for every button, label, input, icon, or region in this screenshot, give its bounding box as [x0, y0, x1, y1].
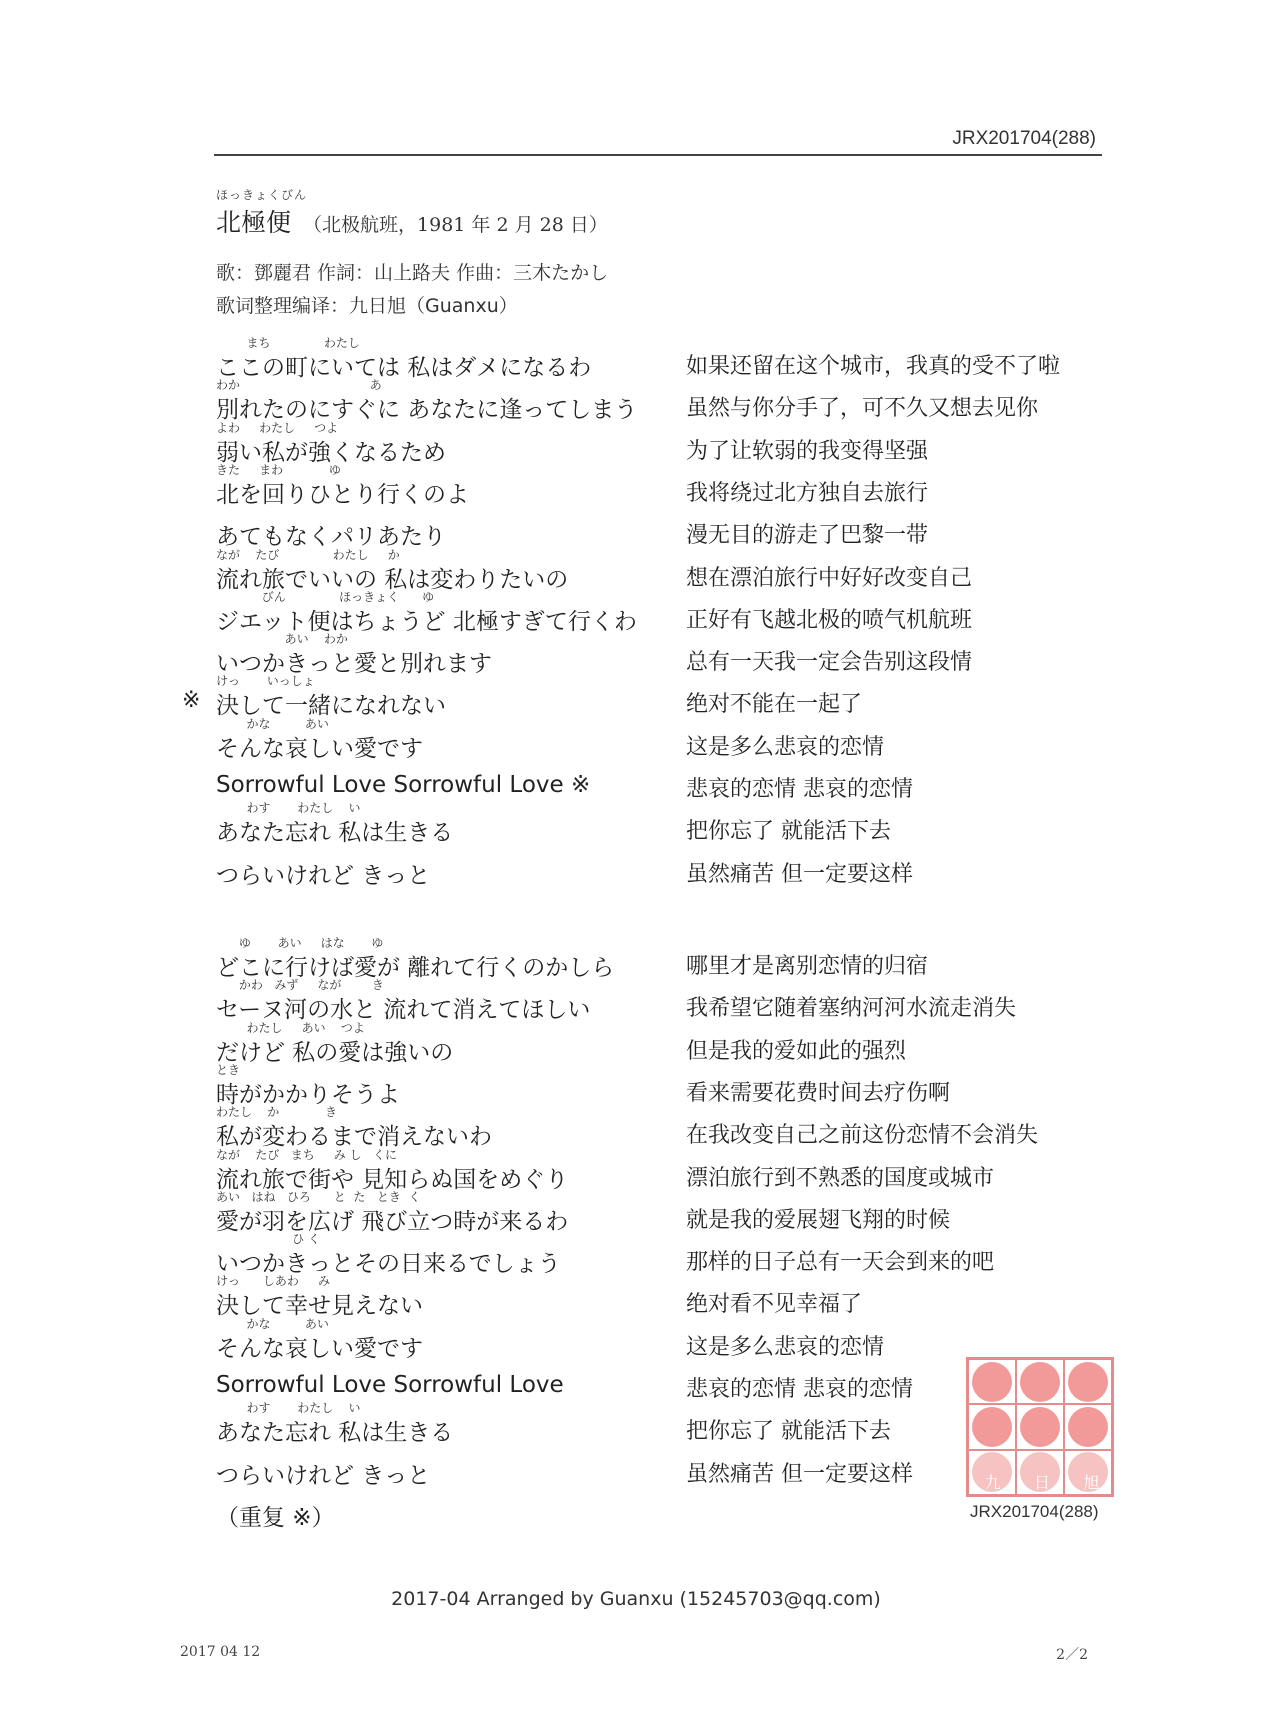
lyric-japanese: 決して一緒になれない — [216, 693, 446, 720]
furigana: あい わか — [216, 632, 348, 647]
seal-char: 旭 — [1083, 1473, 1100, 1492]
lyric-chinese: 虽然痛苦 但一定要这样 — [686, 861, 913, 887]
lyric-japanese: 流れ旅でいいの 私は変わりたいの — [216, 566, 569, 593]
lyric-chinese: 绝对不能在一起了 — [686, 692, 863, 718]
lyric-japanese: 時がかかりそうよ — [216, 1081, 400, 1108]
seal-char: 日 — [1033, 1473, 1050, 1492]
furigana: びん ほっきょく ゆ — [216, 589, 435, 604]
page-number: 2／2 — [1056, 1647, 1088, 1663]
lyric-japanese: どこに行けば愛が 離れて行くのかしら — [216, 955, 615, 981]
furigana: よわ わたし つよ — [216, 420, 339, 435]
furigana: わか あ — [216, 378, 382, 393]
lyric-row — [0, 716, 1272, 769]
lyric-chinese: 但是我的爱如此的强烈 — [686, 1038, 907, 1064]
lyric-japanese: あなた忘れ 私は生きる — [216, 1420, 454, 1447]
lyric-row — [0, 336, 1272, 388]
lyric-japanese: 北を回りひとり行くのよ — [216, 481, 469, 508]
lyric-chinese: 把你忘了 就能活下去 — [686, 819, 891, 845]
lyric-chinese: 虽然与你分手了，可不久又想去见你 — [686, 396, 1039, 422]
lyric-chinese: 看来需要花费时间去疗伤啊 — [686, 1080, 951, 1106]
furigana: けっ しあわ み — [216, 1274, 330, 1289]
lyric-chinese: 哪里才是离别恋情的归宿 — [686, 954, 929, 979]
lyric-row — [0, 769, 1272, 811]
lyric-chinese: 正好有飞越北极的喷气机航班 — [686, 607, 973, 633]
furigana: なが たび わたし か — [216, 547, 400, 562]
lyric-chinese: 总有一天我一定会告别这段情 — [686, 650, 973, 676]
lyric-row — [0, 589, 1272, 642]
footer-credit: 2017-04 Arranged by Guanxu (15245703@qq.com) — [391, 1588, 881, 1610]
title-block — [216, 186, 608, 239]
lyric-chinese: 那样的日子总有一天会到来的吧 — [686, 1250, 995, 1276]
lyric-japanese: そんな哀しい愛です — [216, 735, 423, 762]
lyric-row — [0, 936, 1272, 988]
lyric-chinese: 在我改变自己之前这份恋情不会消失 — [686, 1123, 1039, 1149]
lyric-chinese: 如果还留在这个城市，我真的受不了啦 — [686, 354, 1061, 379]
lyric-chinese: 悲哀的恋情 悲哀的恋情 — [686, 777, 913, 802]
credits-line-1: 歌：鄧麗君 作詞：山上路夫 作曲：三木たかし — [216, 262, 609, 284]
title-line — [216, 203, 608, 239]
lyric-japanese: あなた忘れ 私は生きる — [216, 820, 454, 847]
lyric-japanese: （重复 ※） — [216, 1504, 335, 1531]
lyric-row — [0, 1147, 1272, 1200]
lyric-row — [0, 378, 1272, 430]
lyric-row — [0, 1189, 1272, 1242]
lyric-chinese: 我希望它随着塞纳河河水流走消失 — [686, 996, 1017, 1022]
lyric-chinese: 绝对看不见幸福了 — [686, 1292, 863, 1318]
lyric-row — [0, 547, 1272, 600]
lyric-japanese: 別れたのにすぐに あなたに逢ってしまう — [216, 397, 638, 424]
lyric-row — [0, 1105, 1272, 1157]
lyric-japanese: 流れ旅で街や 見知らぬ国をめぐり — [216, 1166, 569, 1193]
lyric-row — [0, 1062, 1272, 1115]
lyric-row — [0, 674, 1272, 726]
furigana: まち わたし — [216, 336, 360, 350]
seal-chars — [968, 1470, 1116, 1493]
lyric-row — [0, 1020, 1272, 1073]
credits-line-2: 歌词整理编译：九日旭（Guanxu） — [216, 295, 518, 317]
lyric-japanese: だけど 私の愛は強いの — [216, 1039, 454, 1066]
lyric-row — [0, 978, 1272, 1030]
furigana: わす わたし い — [216, 1401, 361, 1416]
lyric-japanese: Sorrowful Love Sorrowful Love ※ — [216, 772, 591, 798]
lyric-chinese: 就是我的爱展翅飞翔的时候 — [686, 1207, 951, 1233]
song-subtitle: （北极航班，1981 年 2 月 28 日） — [303, 214, 608, 236]
lyric-row — [0, 801, 1272, 853]
furigana: かわ みず なが き — [216, 978, 384, 993]
lyric-japanese: 愛が羽を広げ 飛び立つ時が来るわ — [216, 1208, 569, 1235]
furigana: あい はね ひろ と た とき く — [216, 1189, 421, 1204]
lyric-japanese: 弱い私が強くなるため — [216, 439, 446, 466]
lyric-chinese: 这是多么悲哀的恋情 — [686, 734, 885, 760]
furigana: かな あい — [216, 1316, 329, 1331]
lyric-japanese: セーヌ河の水と 流れて消えてほしい — [216, 997, 591, 1024]
furigana: ゆ あい はな ゆ — [216, 936, 384, 950]
lyric-japanese: Sorrowful Love Sorrowful Love — [216, 1372, 564, 1398]
lyric-row — [0, 1274, 1272, 1326]
lyric-chinese: 这是多么悲哀的恋情 — [686, 1334, 885, 1360]
lyric-japanese: つらいけれど きっと — [216, 1462, 431, 1489]
lyric-row — [0, 1232, 1272, 1284]
title-ruby: ほっきょくびん — [216, 188, 308, 202]
lyric-chinese: 虽然痛苦 但一定要这样 — [686, 1461, 913, 1487]
header-rule — [214, 154, 1102, 156]
lyric-japanese: あてもなくパリあたり — [216, 524, 446, 551]
lyric-chinese: 漫无目的游走了巴黎一带 — [686, 523, 929, 549]
lyric-japanese: ジエット便はちょうど 北極すぎて行くわ — [216, 608, 637, 635]
seal-code: JRX201704(288) — [970, 1502, 1099, 1521]
lyric-chinese: 想在漂泊旅行中好好改变自己 — [686, 565, 973, 591]
header-code: JRX201704(288) — [952, 128, 1096, 149]
furigana: なが たび まち み し くに — [216, 1147, 398, 1162]
repeat-marker: ※ — [182, 688, 201, 714]
page-date: 2017 04 12 — [180, 1644, 261, 1660]
furigana: かな あい — [216, 716, 329, 731]
furigana: とき — [216, 1062, 241, 1077]
lyric-japanese: いつかきっと愛と別れます — [216, 651, 492, 678]
lyric-japanese: つらいけれど きっと — [216, 862, 431, 889]
lyric-japanese: そんな哀しい愛です — [216, 1335, 423, 1362]
lyric-japanese: いつかきっとその日来るでしょう — [216, 1251, 561, 1278]
lyric-chinese: 漂泊旅行到不熟悉的国度或城市 — [686, 1165, 995, 1191]
furigana: わたし か き — [216, 1105, 338, 1120]
lyric-chinese: 悲哀的恋情 悲哀的恋情 — [686, 1377, 913, 1402]
lyric-row — [0, 462, 1272, 515]
lyric-row — [0, 854, 1272, 896]
lyric-chinese: 我将绕过北方独自去旅行 — [686, 480, 929, 506]
lyric-japanese: ここの町にいては 私はダメになるわ — [216, 355, 592, 381]
lyric-chinese: 为了让软弱的我变得坚强 — [686, 438, 929, 464]
furigana: わす わたし い — [216, 801, 361, 816]
lyric-japanese: 決して幸せ見えない — [216, 1293, 423, 1320]
furigana: ひ く — [216, 1232, 321, 1247]
lyric-chinese: 把你忘了 就能活下去 — [686, 1419, 891, 1445]
furigana: きた まわ ゆ — [216, 462, 341, 477]
lyric-row — [0, 420, 1272, 473]
furigana: わたし あい つよ — [216, 1020, 365, 1035]
furigana: けっ いっしょ — [216, 674, 315, 689]
lyric-row — [0, 515, 1272, 557]
lyric-japanese: 私が変わるまで消えないわ — [216, 1124, 492, 1151]
lyric-row — [0, 632, 1272, 684]
song-title: 北極便 — [216, 208, 292, 237]
seal-char: 九 — [984, 1473, 1001, 1492]
